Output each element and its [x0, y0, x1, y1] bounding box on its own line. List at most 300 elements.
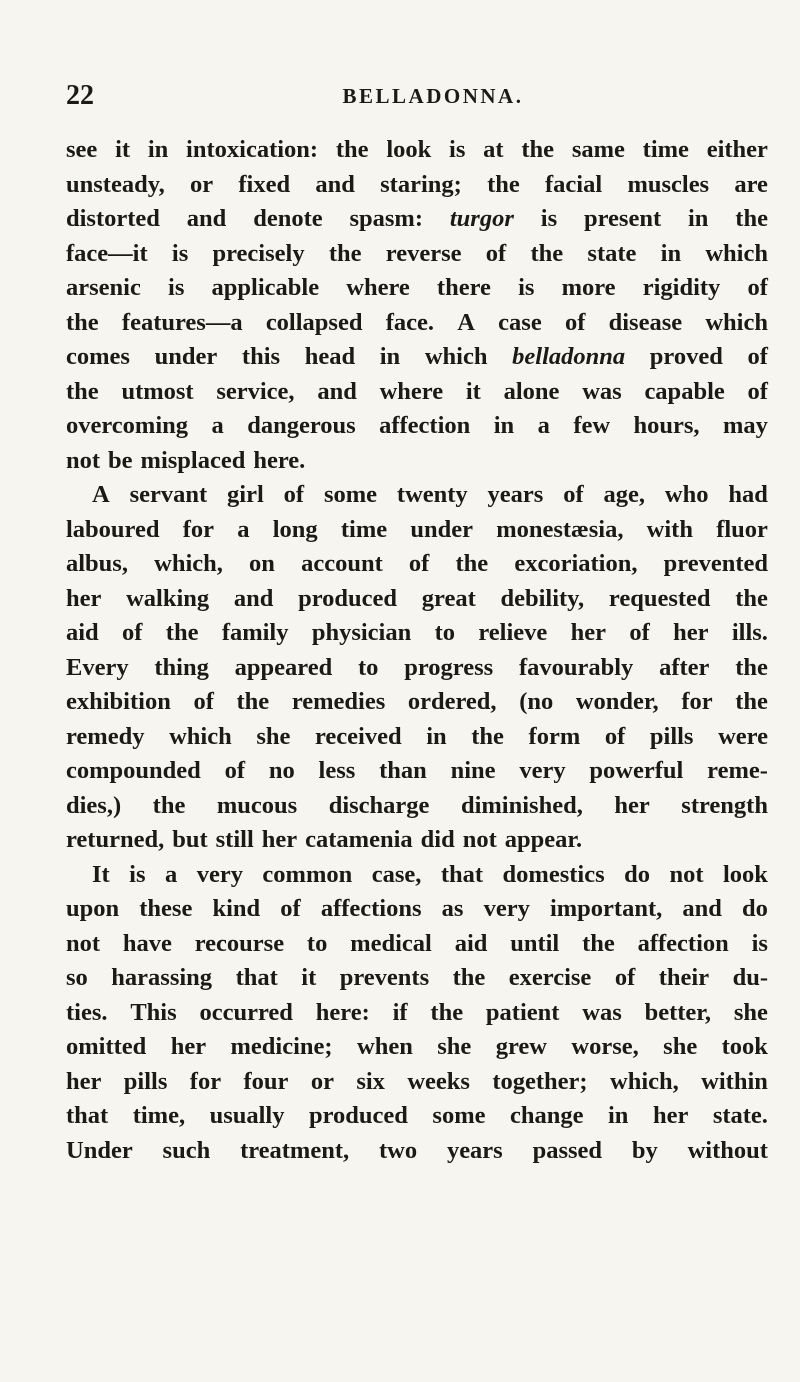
word: in [687, 205, 709, 232]
word: in [493, 412, 515, 439]
word: face—it [66, 239, 148, 267]
word: change [510, 1102, 584, 1129]
word: these [139, 895, 193, 922]
word: than [379, 757, 427, 784]
word: of [283, 481, 305, 508]
word: comes [66, 343, 130, 370]
word: affection [637, 929, 729, 957]
word: spasm: [349, 205, 423, 232]
word: relieve [478, 619, 548, 646]
word: her [652, 1102, 689, 1129]
word: had [728, 481, 768, 508]
word: overcoming [66, 412, 189, 439]
word: ills. [731, 619, 768, 646]
word: of [629, 619, 650, 646]
word: to [358, 653, 379, 681]
text-line [66, 858, 768, 893]
text-line [66, 892, 768, 927]
word: (no [519, 688, 554, 715]
word: in [608, 1102, 629, 1129]
word: du- [732, 964, 768, 991]
word: fluor [716, 515, 768, 543]
word: her [66, 584, 102, 612]
word: is [171, 239, 189, 267]
word: Under [66, 1136, 133, 1164]
word: remedies [291, 688, 386, 715]
text-line [66, 409, 768, 444]
word: either [706, 136, 768, 163]
word: do [624, 860, 650, 888]
word: affections [320, 895, 422, 922]
word: of [408, 550, 430, 577]
text-line [66, 547, 768, 582]
text-line [66, 1030, 768, 1065]
word: family [221, 619, 289, 646]
word: exercise [508, 964, 592, 991]
running-head: BELLADONNA. [342, 84, 524, 108]
word: a [164, 860, 178, 888]
word: it [115, 136, 131, 163]
word: the [236, 688, 270, 715]
word: together; [492, 1067, 588, 1095]
word: of [747, 377, 768, 405]
text-line [66, 789, 768, 824]
word: years [446, 1136, 503, 1164]
text-line [66, 823, 768, 858]
word: important, [549, 895, 663, 922]
text-line [66, 478, 768, 513]
word: her [66, 1067, 102, 1095]
word: service, [216, 377, 295, 405]
word: unsteady, [66, 170, 165, 198]
word: for [182, 515, 215, 543]
word: that [440, 860, 484, 888]
word: hours, [633, 412, 700, 439]
word: capable [644, 377, 725, 405]
word: facial [545, 170, 603, 198]
word: a [537, 412, 550, 439]
word: excoriation, [514, 550, 638, 577]
word: and [317, 377, 357, 405]
word: case [498, 308, 542, 336]
word: and [682, 895, 722, 922]
word: belladonna [512, 343, 626, 370]
word: head [304, 343, 356, 370]
word: not [66, 929, 101, 957]
word: requested [608, 584, 711, 612]
word: misplaced [140, 446, 246, 474]
word: and [186, 205, 227, 232]
word: after [659, 653, 710, 681]
word: still [215, 826, 254, 853]
word: powerful [589, 757, 684, 784]
word: upon [66, 895, 120, 922]
word: without [687, 1136, 768, 1164]
word: very [483, 895, 530, 922]
word: progress [404, 653, 494, 681]
word: but [172, 826, 208, 853]
word: look [386, 136, 432, 163]
word: debility, [500, 584, 585, 612]
word: alone [503, 377, 560, 405]
word: to [306, 929, 328, 957]
word: girl [227, 481, 264, 508]
word: produced [308, 1102, 408, 1129]
word: on [249, 550, 275, 577]
word: of [564, 308, 586, 336]
word: the [487, 170, 520, 198]
word: features—a [121, 308, 243, 336]
word: do [742, 895, 768, 922]
word: not [462, 826, 497, 853]
word: here: [315, 998, 370, 1026]
word: more [561, 274, 616, 301]
word: nine [450, 757, 496, 784]
word: collapsed [265, 308, 363, 336]
word: within [701, 1067, 768, 1095]
word: two [378, 1136, 418, 1164]
word: ties. [66, 998, 108, 1026]
word: see [66, 136, 98, 163]
word: the [735, 205, 768, 232]
word: kind [212, 895, 261, 922]
word: physician [311, 619, 412, 646]
word: dies,) [66, 791, 122, 819]
word: or [189, 170, 214, 198]
word: precisely [212, 239, 305, 267]
word: here. [253, 446, 306, 474]
word: some [323, 481, 378, 508]
word: applicable [211, 274, 320, 301]
word: muscles [627, 170, 710, 198]
text-line [66, 375, 768, 410]
word: is [129, 860, 146, 888]
word: her [614, 791, 650, 819]
word: arsenic [66, 274, 141, 301]
word: compounded [66, 757, 201, 784]
text-line [66, 444, 768, 479]
word: form [528, 722, 581, 750]
word: pills [649, 722, 694, 750]
word: patient [485, 998, 560, 1026]
word: treatment, [240, 1136, 350, 1164]
word: this [241, 343, 281, 370]
word: account [301, 550, 383, 577]
word: staring; [380, 170, 462, 198]
word: some [432, 1102, 486, 1129]
word: medicine; [230, 1033, 333, 1060]
word: her [570, 619, 606, 646]
word: of [747, 343, 768, 370]
word: the [735, 653, 768, 681]
word: of [224, 757, 246, 784]
word: less [318, 757, 356, 784]
word: worse, [571, 1033, 639, 1060]
word: time [642, 136, 689, 163]
word: the [328, 239, 362, 267]
text-line [66, 340, 768, 375]
word: the [165, 619, 199, 646]
word: the [521, 136, 555, 163]
word: is [168, 274, 185, 301]
word: aid [454, 929, 488, 957]
page-number: 22 [66, 80, 94, 111]
word: servant [129, 481, 208, 508]
word: the [152, 791, 186, 819]
text-line [66, 754, 768, 789]
word: harassing [111, 964, 213, 991]
word: intoxication: [186, 136, 319, 163]
page-header [66, 80, 766, 120]
word: state. [712, 1102, 768, 1129]
word: which [705, 239, 768, 267]
word: a [237, 515, 250, 543]
word: medical [350, 929, 432, 957]
word: in [660, 239, 682, 267]
text-line [66, 720, 768, 755]
word: affection [379, 412, 471, 439]
text-line [66, 651, 768, 686]
word: took [721, 1033, 768, 1060]
word: fixed [238, 170, 291, 198]
word: proved [649, 343, 723, 370]
word: discharge [328, 791, 430, 819]
text-line [66, 306, 768, 341]
word: in [426, 722, 447, 750]
word: not [66, 446, 101, 474]
text-line [66, 513, 768, 548]
word: it [301, 964, 317, 991]
word: is [518, 274, 535, 301]
word: for [189, 1067, 222, 1095]
text-line [66, 685, 768, 720]
word: under [154, 343, 218, 370]
word: prevented [663, 550, 768, 577]
word: A [92, 481, 110, 508]
word: reme- [707, 757, 768, 784]
word: laboured [66, 515, 160, 543]
word: weeks [407, 1067, 470, 1095]
word: turgor [449, 205, 514, 232]
body-text [66, 133, 768, 1168]
word: thing [154, 653, 209, 681]
word: as [441, 895, 464, 922]
word: albus, [66, 550, 128, 577]
word: was [582, 377, 622, 405]
word: is [751, 929, 768, 957]
word: where [379, 377, 444, 405]
word: prevents [339, 964, 430, 991]
word: which, [610, 1067, 679, 1095]
word: which [169, 722, 232, 750]
word: the [582, 929, 615, 957]
word: omitted [66, 1033, 147, 1060]
word: when [357, 1033, 413, 1060]
word: if [392, 998, 408, 1026]
word: A [457, 308, 475, 336]
word: with [646, 515, 693, 543]
word: monestæsia, [496, 515, 624, 543]
word: domestics [502, 860, 605, 888]
word: which, [154, 550, 223, 577]
word: are [734, 170, 768, 198]
word: favourably [518, 653, 634, 681]
word: that [235, 964, 278, 991]
word: few [573, 412, 611, 439]
word: by [631, 1136, 658, 1164]
word: It [92, 860, 110, 888]
word: a [211, 412, 224, 439]
word: it [465, 377, 481, 405]
word: reverse [385, 239, 462, 267]
word: be [108, 446, 133, 474]
word: pills [123, 1067, 168, 1095]
word: walking [126, 584, 210, 612]
word: case, [371, 860, 422, 888]
word: of [604, 722, 626, 750]
word: catamenia [305, 826, 413, 853]
word: or [310, 1067, 334, 1095]
text-line [66, 271, 768, 306]
word: very [196, 860, 243, 888]
word: usually [209, 1102, 285, 1129]
word: of [280, 895, 301, 922]
word: mucous [216, 791, 298, 819]
word: age, [603, 481, 646, 508]
word: same [571, 136, 625, 163]
text-line [66, 1065, 768, 1100]
word: the [735, 584, 768, 612]
word: disease [608, 308, 683, 336]
word: strength [681, 791, 768, 819]
word: her [170, 1033, 207, 1060]
word: not [669, 860, 704, 888]
word: time [340, 515, 388, 543]
text-line [66, 1134, 768, 1169]
word: passed [532, 1136, 603, 1164]
word: such [162, 1136, 211, 1164]
word: great [421, 584, 476, 612]
word: the [471, 722, 504, 750]
word: who [664, 481, 709, 508]
word: long [272, 515, 318, 543]
word: This [130, 998, 177, 1026]
word: there [436, 274, 491, 301]
word: were [718, 722, 768, 750]
word: appear. [504, 826, 583, 853]
word: years [487, 481, 544, 508]
word: is [540, 205, 558, 232]
word: utmost [121, 377, 194, 405]
word: she [437, 1033, 472, 1060]
word: wonder, [575, 688, 659, 715]
word: present [583, 205, 662, 232]
word: produced [298, 584, 398, 612]
word: where [346, 274, 410, 301]
word: under [410, 515, 473, 543]
word: her [261, 826, 298, 853]
word: no [268, 757, 295, 784]
word: of [485, 239, 507, 267]
word: the [452, 964, 486, 991]
word: ordered, [407, 688, 497, 715]
word: at [483, 136, 504, 163]
word: she [256, 722, 291, 750]
word: the [335, 136, 369, 163]
word: remedy [66, 722, 145, 750]
word: appeared [234, 653, 333, 681]
word: have [122, 929, 172, 957]
word: until [510, 929, 560, 957]
word: returned, [66, 826, 165, 853]
word: better, [644, 998, 712, 1026]
text-line [66, 616, 768, 651]
word: of [122, 619, 143, 646]
word: did [420, 826, 455, 853]
word: time, [132, 1102, 186, 1129]
word: so [66, 964, 88, 991]
word: was [582, 998, 622, 1026]
word: of [563, 481, 584, 508]
word: she [733, 998, 768, 1026]
word: received [314, 722, 402, 750]
word: aid [66, 619, 99, 646]
word: her [673, 619, 709, 646]
word: the [430, 998, 464, 1026]
word: the [455, 550, 489, 577]
text-line [66, 237, 768, 272]
word: and [315, 170, 355, 198]
word: distorted [66, 205, 160, 232]
word: occurred [199, 998, 293, 1026]
word: the [66, 377, 99, 405]
text-line [66, 133, 768, 168]
word: the [66, 308, 99, 336]
word: recourse [194, 929, 285, 957]
word: in [147, 136, 169, 163]
word: grew [495, 1033, 547, 1060]
word: diminished, [460, 791, 583, 819]
word: state [587, 239, 637, 267]
text-line [66, 961, 768, 996]
word: of [747, 274, 768, 301]
word: their [658, 964, 710, 991]
word: of [193, 688, 214, 715]
text-line [66, 1099, 768, 1134]
text-line [66, 202, 768, 237]
word: four [243, 1067, 289, 1095]
word: denote [253, 205, 323, 232]
word: rigidity [642, 274, 721, 301]
word: is [449, 136, 466, 163]
word: twenty [396, 481, 468, 508]
word: look [722, 860, 768, 888]
word: six [356, 1067, 385, 1095]
word: face. [385, 308, 434, 336]
word: that [66, 1102, 109, 1129]
word: the [530, 239, 564, 267]
text-line [66, 927, 768, 962]
word: dangerous [247, 412, 356, 439]
word: very [519, 757, 566, 784]
word: the [735, 688, 768, 715]
text-line [66, 168, 768, 203]
word: and [233, 584, 274, 612]
word: may [723, 412, 768, 439]
word: for [681, 688, 713, 715]
text-line [66, 996, 768, 1031]
word: which [424, 343, 488, 370]
